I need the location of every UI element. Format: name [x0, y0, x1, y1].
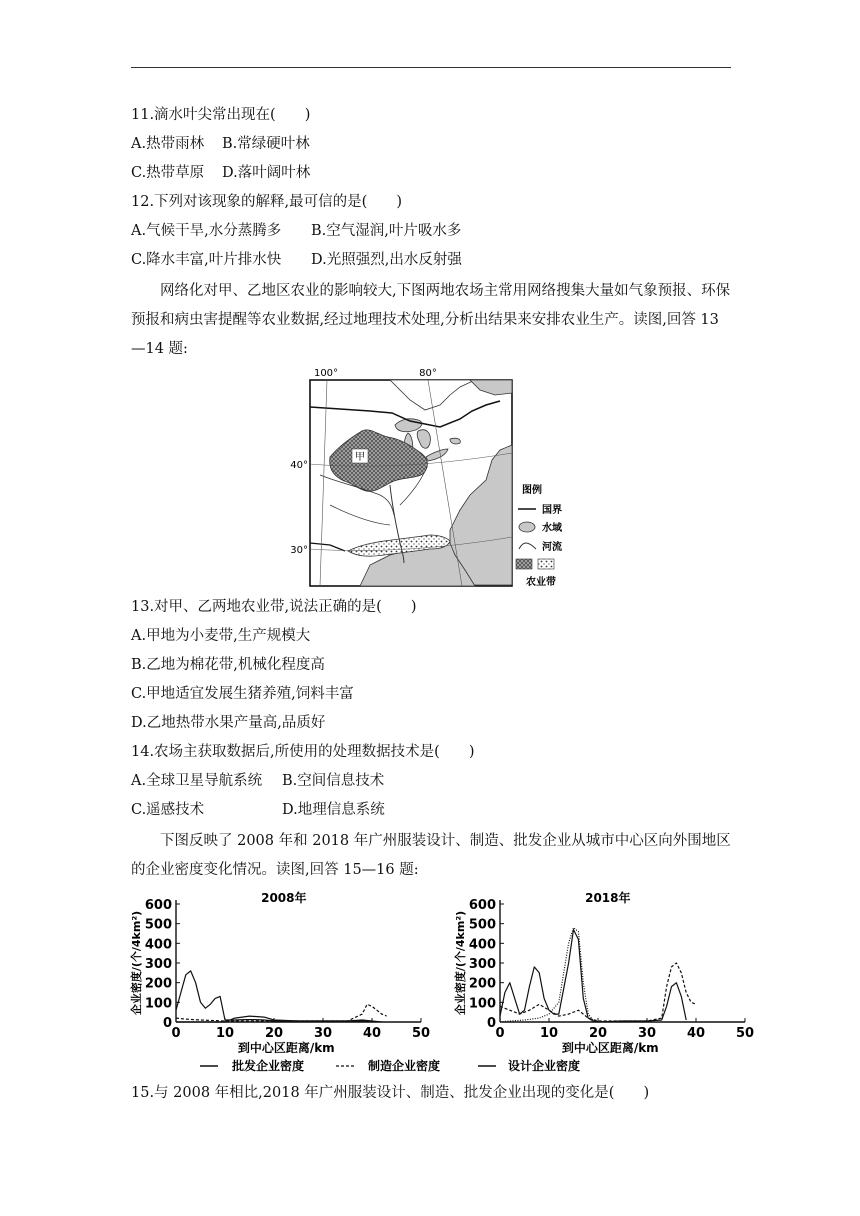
region-jia-label: 甲 — [355, 452, 365, 463]
q13-option-c: C.甲地适宜发展生猪养殖,饲料丰富 — [131, 686, 354, 702]
series-line-0 — [500, 930, 686, 1022]
x-tick-label: 40 — [362, 1026, 382, 1041]
x-tick-label: 10 — [215, 1026, 235, 1041]
q12-option-a: A.气候干旱,水分蒸腾多 — [131, 223, 282, 239]
x-tick-label: 50 — [411, 1026, 431, 1041]
q14-option-a: A.全球卫星导航系统 — [131, 773, 263, 789]
q13-option-a: A.甲地为小麦带,生产规模大 — [131, 628, 311, 644]
series-line-0 — [176, 971, 382, 1022]
q14-option-d: D.地理信息系统 — [282, 802, 385, 818]
lat-label-40: 40° — [290, 460, 308, 471]
x-tick-label: 0 — [171, 1026, 181, 1041]
x-tick-label: 20 — [264, 1026, 284, 1041]
x-tick-label: 10 — [539, 1026, 559, 1041]
y-tick-label: 200 — [144, 976, 172, 992]
enterprise-density-charts — [128, 884, 768, 1054]
y-tick-label: 0 — [486, 1016, 496, 1031]
legend-river: 河流 — [542, 542, 562, 553]
q13-stem: 13.对甲、乙两地农业带,说法正确的是( ) — [131, 599, 417, 615]
q11-option-d: D.落叶阔叶林 — [222, 165, 311, 181]
y-axis-label: 企业密度/(个/4km²) — [454, 910, 467, 1016]
chart-legend — [196, 1054, 636, 1076]
q13-option-b: B.乙地为棉花带,机械化程度高 — [131, 657, 325, 673]
y-tick-label: 300 — [468, 957, 496, 972]
y-tick-label: 600 — [144, 898, 172, 913]
x-tick-label: 0 — [495, 1026, 505, 1041]
header-rule — [131, 67, 731, 68]
y-tick-label: 100 — [468, 996, 496, 1012]
legend-title: 图例 — [522, 485, 542, 496]
y-tick-label: 300 — [144, 957, 172, 972]
q15-stem: 15.与 2008 年相比,2018 年广州服装设计、制造、批发企业出现的变化是( ) — [131, 1085, 650, 1101]
intro-paragraph-13-14: 网络化对甲、乙地区农业的影响较大,下图两地农场主常用网络搜集大量如气象预报、环保预报和病虫害提醒等农业数据,经过地理技术处理,分析出结果来安排农业生产。读图,回答 13—14 题: — [131, 283, 731, 357]
y-tick-label: 400 — [144, 937, 172, 953]
legend-manufacture: 制造企业密度 — [368, 1059, 441, 1073]
lon-label-100: 100° — [313, 368, 339, 379]
x-tick-label: 40 — [686, 1026, 706, 1041]
x-tick-label: 30 — [313, 1026, 333, 1041]
q12-stem: 12.下列对该现象的解释,最可信的是( ) — [131, 194, 402, 210]
chart-title: 2018年 — [585, 891, 631, 905]
q12-option-b: B.空气湿润,叶片吸水多 — [311, 223, 462, 239]
legend-wholesale: 批发企业密度 — [232, 1059, 305, 1073]
legend-design: 设计企业密度 — [508, 1059, 581, 1073]
lat-label-30: 30° — [290, 545, 308, 556]
q14-stem: 14.农场主获取数据后,所使用的处理数据技术是( ) — [131, 744, 475, 760]
y-tick-label: 400 — [468, 937, 496, 953]
chart-title: 2008年 — [261, 891, 307, 905]
series-line-1 — [500, 963, 696, 1021]
x-tick-label: 20 — [588, 1026, 608, 1041]
q12-option-c: C.降水丰富,叶片排水快 — [131, 252, 282, 268]
y-tick-label: 100 — [144, 996, 172, 1012]
q11-option-b: B.常绿硬叶林 — [222, 136, 310, 152]
y-axis-label: 企业密度/(个/4km²) — [130, 910, 143, 1016]
x-tick-label: 30 — [637, 1026, 657, 1041]
x-axis-label: 到中心区距离/km — [561, 1041, 659, 1055]
intro-paragraph-15-16: 下图反映了 2008 年和 2018 年广州服装设计、制造、批发企业从城市中心区向外围地区的企业密度变化情况。读图,回答 15—16 题: — [131, 833, 731, 878]
lon-label-80: 80° — [419, 368, 437, 379]
y-tick-label: 200 — [468, 976, 496, 992]
q14-option-b: B.空间信息技术 — [282, 773, 385, 789]
legend-belt: 农业带 — [526, 577, 556, 588]
chart-panel-0 — [129, 890, 430, 1055]
q11-stem: 11.滴水叶尖常出现在( ) — [131, 107, 311, 123]
q14-option-c: C.遥感技术 — [131, 802, 205, 818]
q11-option-a: A.热带雨林 — [131, 136, 205, 152]
q13-option-d: D.乙地热带水果产量高,品质好 — [131, 715, 326, 731]
y-tick-label: 0 — [162, 1016, 172, 1031]
x-tick-label: 50 — [735, 1026, 755, 1041]
agriculture-belt-map — [290, 365, 590, 593]
y-tick-label: 500 — [468, 917, 496, 933]
lake-ontario — [450, 438, 460, 444]
q11-option-c: C.热带草原 — [131, 165, 205, 181]
legend-water: 水域 — [542, 523, 562, 534]
y-tick-label: 600 — [468, 898, 496, 913]
legend-border: 国界 — [542, 505, 562, 516]
chart-panel-1 — [453, 890, 754, 1055]
x-axis-label: 到中心区距离/km — [237, 1041, 335, 1055]
q12-option-d: D.光照强烈,出水反射强 — [311, 252, 462, 268]
y-tick-label: 500 — [144, 917, 172, 933]
series-line-2 — [500, 928, 598, 1022]
